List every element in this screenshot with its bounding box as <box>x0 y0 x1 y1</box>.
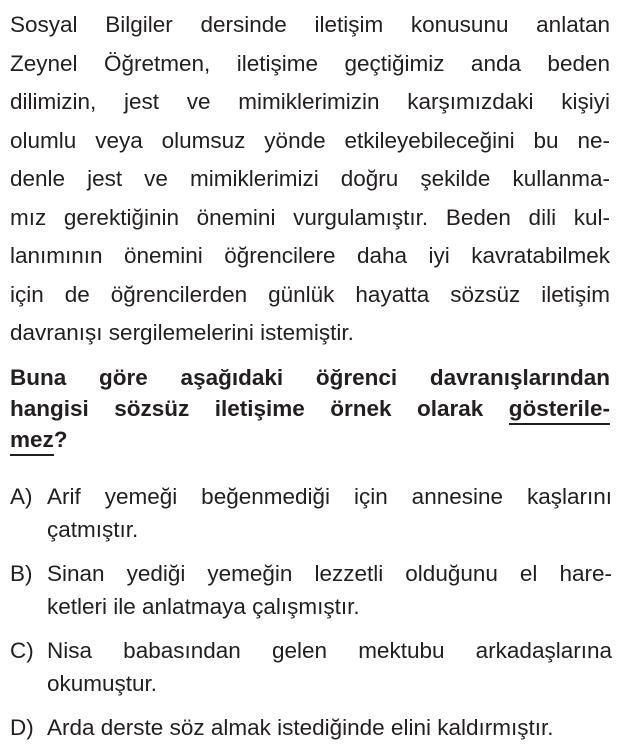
passage-line: Sosyal Bilgiler dersinde iletişim konusunu anlatan <box>10 12 610 37</box>
option-letter: A) <box>10 484 33 509</box>
passage-line: için de öğrencilerden günlük hayatta sözsüz iletişim <box>10 281 610 307</box>
question-line <box>10 424 610 455</box>
question-line-text: hangisi sözsüz iletişime örnek olarak <box>10 396 509 421</box>
option-letter: D) <box>10 715 34 740</box>
question-line <box>10 393 610 424</box>
option-d[interactable] <box>10 711 612 744</box>
option-b[interactable] <box>10 557 612 623</box>
passage-line: denle jest ve mimiklerimizi doğru şekilde kullanma- <box>10 166 610 191</box>
option-text: Arda derste söz almak istediğinde elini kaldırmıştır. <box>47 715 554 740</box>
passage-line: mız gerektiğinin önemini vurgulamıştır. Beden dili kul- <box>10 204 610 230</box>
option-letter: B) <box>10 561 33 586</box>
passage-line: davranışı sergilemelerini istemiştir. <box>10 320 354 345</box>
option-text: Nisa babasından gelen mektubu arkadaşlarına <box>47 638 612 663</box>
passage-line: Zeynel Öğretmen, iletişime geçtiğimiz anda beden <box>10 50 610 76</box>
option-letter: C) <box>10 638 34 663</box>
negative-emphasis: gösterile- <box>509 396 610 425</box>
option-text: ketleri ile anlatmaya çalışmıştır. <box>47 594 360 619</box>
answer-options <box>10 480 612 755</box>
question-line: Buna göre aşağıdaki öğrenci davranışlarından <box>10 365 610 390</box>
question-stem <box>10 362 610 455</box>
option-c[interactable] <box>10 634 612 700</box>
passage-line: lanımının önemini öğrencilere daha iyi kavratabilmek <box>10 243 610 268</box>
passage-line: olumlu veya olumsuz yönde etkileyebileceğini bu ne- <box>10 127 610 153</box>
option-text: Arif yemeği beğenmediği için annesine kaşlarını <box>47 484 612 509</box>
option-text: okumuştur. <box>47 671 158 696</box>
option-text: Sinan yediği yemeğin lezzetli olduğunu el hare- <box>47 561 612 586</box>
passage-text <box>10 6 610 353</box>
question-mark: ? <box>53 427 68 452</box>
negative-emphasis: mez <box>10 427 54 456</box>
option-a[interactable] <box>10 480 612 546</box>
option-text: çatmıştır. <box>47 517 139 542</box>
passage-line: dilimizin, jest ve mimiklerimizin karşımızdaki kişiyi <box>10 89 610 114</box>
